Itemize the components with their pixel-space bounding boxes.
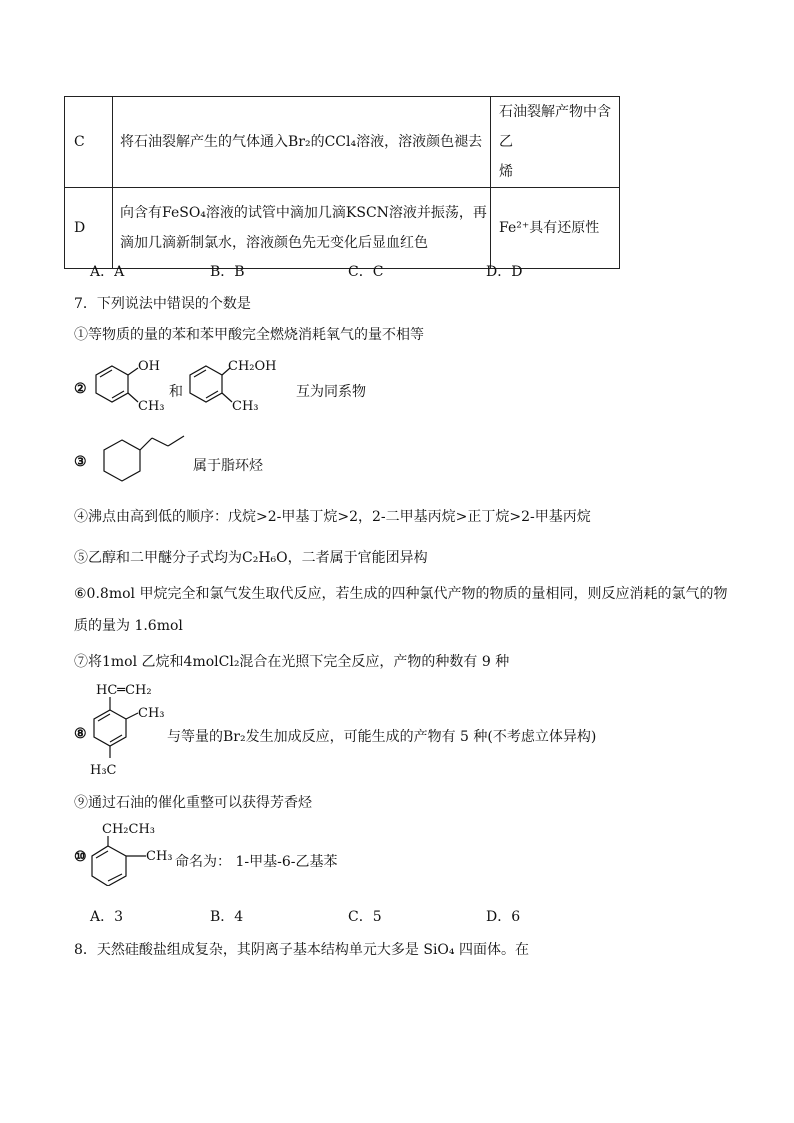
q7-item-7: ⑦将1mol 乙烷和4molCl₂混合在光照下完全反应，产物的种数有 9 种 [74, 654, 510, 670]
and-text: 和 [169, 384, 183, 400]
ch2oh-label: CH₂OH [228, 359, 277, 374]
ch3-label: CH₃ [146, 849, 173, 864]
q7-item-10-text: 命名为： 1-甲基-6-乙基苯 [175, 854, 338, 870]
table-row [65, 97, 620, 188]
ethyl-label: CH₂CH₃ [102, 822, 155, 837]
option-b: B．B [210, 264, 245, 280]
benzyl-alcohol-structure [182, 352, 282, 420]
table-row [65, 188, 620, 269]
option-a: A．A [90, 264, 125, 280]
conclusion-line: Fe²⁺具有还原性 [499, 220, 600, 236]
q7-item-4: ④沸点由高到低的顺序：戊烷>2-甲基丁烷>2，2-二甲基丙烷>正丁烷>2-甲基丙烷 [74, 509, 591, 525]
answer-table [64, 96, 620, 269]
q7-item-9: ⑨通过石油的催化重整可以获得芳香烃 [74, 795, 312, 811]
dimethylstyrene-structure [88, 680, 178, 780]
row-conclusion [491, 188, 620, 269]
option-c: C．C [348, 264, 384, 280]
row-description [113, 97, 491, 188]
ch3-label: CH₃ [138, 399, 165, 414]
q7-item-6-line-2: 质的量为 1.6mol [74, 618, 183, 634]
o-cresol-structure [88, 352, 178, 420]
q7-item-6-line-1: ⑥0.8mol 甲烷完全和氯气发生取代反应，若生成的四种氯代产物的物质的量相同，则反应消耗的氯气的物 [74, 586, 728, 602]
ethyltoluene-structure [88, 818, 178, 886]
option-d: D．D [486, 264, 523, 280]
row-label: C [65, 97, 113, 188]
option-a: A．3 [90, 909, 124, 925]
q7-item-2-number: ② [74, 381, 87, 397]
question-7-title: 7．下列说法中错误的个数是 [74, 296, 251, 312]
ch3-label: CH₃ [232, 399, 259, 414]
q7-item-10-number: ⑩ [74, 849, 87, 865]
oh-label: OH [138, 359, 160, 374]
q7-item-3-text: 属于脂环烃 [193, 458, 263, 474]
vinyl-label: HC═CH₂ [96, 683, 152, 698]
row-description [113, 188, 491, 269]
conclusion-line: 烯 [499, 164, 513, 180]
option-c: C．5 [348, 909, 382, 925]
question-8-text: 8．天然硅酸盐组成复杂，其阴离子基本结构单元大多是 SiO₄ 四面体。在 [74, 942, 529, 958]
option-d: D．6 [486, 909, 521, 925]
conclusion-line: 石油裂解产物中含乙 [499, 104, 611, 150]
q7-item-8-number: ⑧ [74, 726, 87, 742]
q7-item-5: ⑤乙醇和二甲醚分子式均为C₂H₆O，二者属于官能团异构 [74, 550, 428, 566]
q7-item-8-text: 与等量的Br₂发生加成反应，可能生成的产物有 5 种(不考虑立体异构) [167, 729, 597, 745]
h3c-label: H₃C [90, 763, 117, 778]
desc-line: 向含有FeSO₄溶液的试管中滴加几滴KSCN溶液并振荡，再 [120, 205, 487, 221]
row-conclusion [491, 97, 620, 188]
propylcyclohexane-structure [88, 430, 188, 492]
desc-line: 将石油裂解产生的气体通入Br₂的CCl₄溶液，溶液颜色褪去 [120, 134, 483, 150]
q7-item-2-text: 互为同系物 [296, 384, 366, 400]
option-b: B．4 [210, 909, 244, 925]
desc-line: 滴加几滴新制氯水，溶液颜色先无变化后显血红色 [120, 235, 428, 251]
ch3-label: CH₃ [138, 706, 165, 721]
row-label: D [65, 188, 113, 269]
q7-item-1: ①等物质的量的苯和苯甲酸完全燃烧消耗氧气的量不相等 [74, 327, 424, 343]
q7-item-3-number: ③ [74, 454, 87, 470]
